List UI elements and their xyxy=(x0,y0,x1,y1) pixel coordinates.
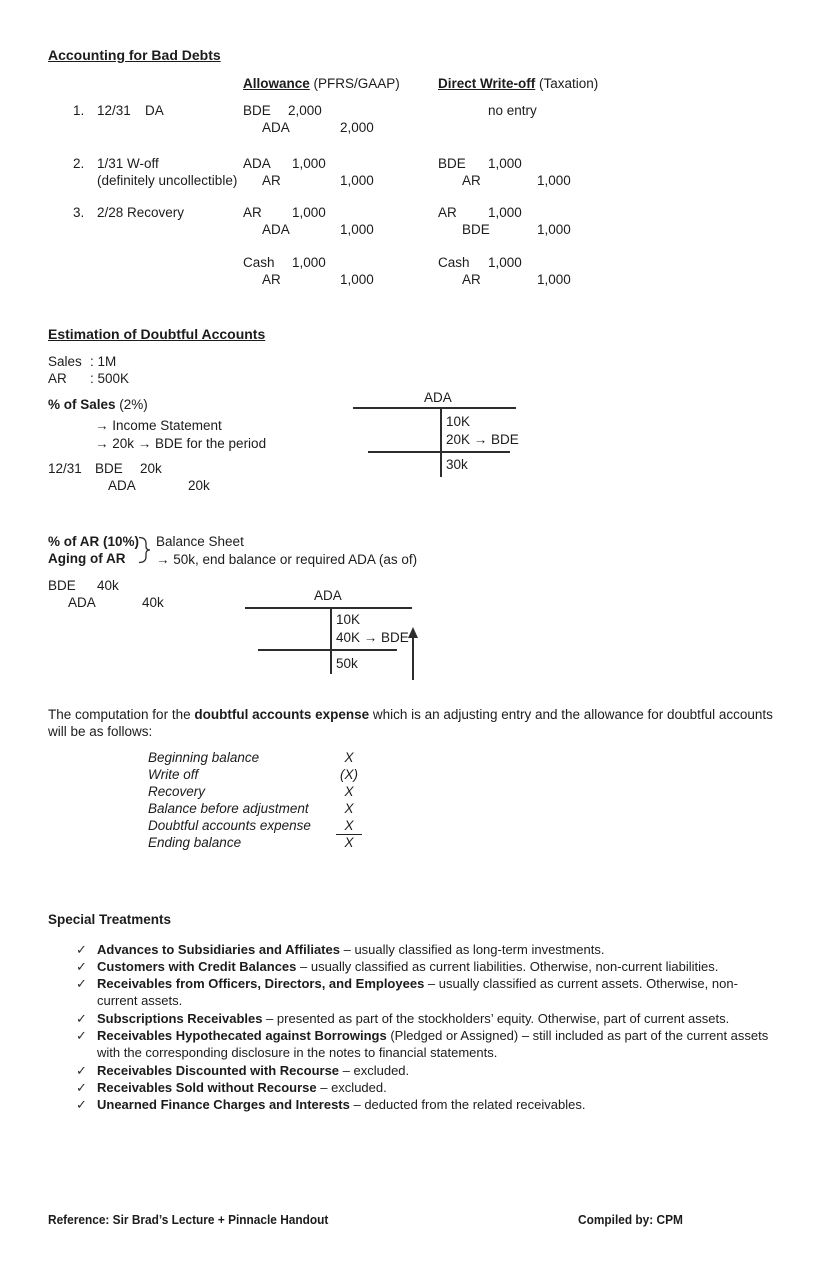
list-item-term: Unearned Finance Charges and Interests xyxy=(97,1097,350,1112)
row2-label: 1/31 W-off xyxy=(97,156,159,171)
list-item-term: Receivables Sold without Recourse xyxy=(97,1080,317,1095)
pct-of-sales-line xyxy=(48,397,148,413)
footer-reference: Reference: Sir Brad’s Lecture + Pinnacle Handout xyxy=(48,1213,329,1227)
cashrow-right-debit-amount: 1,000 xyxy=(488,255,522,270)
list-item-text xyxy=(97,1062,777,1079)
cashrow-left-credit-amount: 1,000 xyxy=(340,272,374,287)
check-icon: ✓ xyxy=(76,1028,87,1043)
row3-label: 2/28 Recovery xyxy=(97,205,185,220)
given-sales-value: : 1M xyxy=(90,354,117,369)
cashrow-right-debit-account: Cash xyxy=(438,255,470,270)
list-item-term: Receivables Discounted with Recourse xyxy=(97,1063,340,1078)
pct-of-sales-rate: (2%) xyxy=(115,397,148,412)
comp-row-value: X xyxy=(344,835,354,850)
comp-row-value: X xyxy=(344,750,354,765)
aging-entry-credit-account: ADA xyxy=(68,595,96,610)
cashrow-left-credit-account: AR xyxy=(262,272,281,287)
sales-entry-date: 12/31 xyxy=(48,461,82,476)
list-item-term: Receivables Hypothecated against Borrowings xyxy=(97,1028,387,1043)
comp-row-value: X xyxy=(344,801,354,816)
row3-right-debit-amount: 1,000 xyxy=(488,205,522,220)
row2-left-debit-account: ADA xyxy=(243,156,271,171)
computation-intro-line1 xyxy=(48,707,773,723)
up-arrow-shaft xyxy=(412,638,414,680)
list-item-text xyxy=(97,941,777,958)
aging-entry-credit-amount: 40k xyxy=(142,595,164,610)
column-header-allowance xyxy=(243,76,400,92)
cashrow-left-debit-account: Cash xyxy=(243,255,275,270)
list-item-description: – presented as part of the stockholders’ equity. Otherwise, part of current assets. xyxy=(262,1011,730,1026)
sales-entry-debit-amount: 20k xyxy=(140,461,162,476)
check-icon: ✓ xyxy=(76,959,87,974)
list-item-description: – usually classified as current assets. Otherwise, non-current assets. xyxy=(97,976,738,1008)
computation-intro-pre: The computation for the xyxy=(48,707,195,722)
list-item-text xyxy=(97,1079,777,1096)
up-arrow-icon xyxy=(408,627,418,638)
comp-row-value: X xyxy=(344,784,354,799)
row3-right-credit-account: BDE xyxy=(462,222,490,237)
pct-of-sales-title: % of Sales xyxy=(48,397,116,412)
row1-left-credit-account: ADA xyxy=(262,120,290,135)
pct-of-sales-note-1: → Income Statement xyxy=(95,418,222,433)
row1-left-debit-account: BDE xyxy=(243,103,271,118)
computation-intro-line2: will be as follows: xyxy=(48,724,153,739)
list-item-description: (Pledged or Assigned) – still included as part of the current assets with the corresponding disclosure in the notes to financial statements. xyxy=(97,1028,769,1060)
list-item xyxy=(76,1010,777,1027)
row3-left-debit-amount: 1,000 xyxy=(292,205,326,220)
list-item-description: – usually classified as current liabilities. Otherwise, non-current liabilities. xyxy=(296,959,719,974)
row2-right-debit-amount: 1,000 xyxy=(488,156,522,171)
column-header-direct-note: (Taxation) xyxy=(535,76,599,91)
list-item xyxy=(76,1079,777,1096)
row2-sublabel: (definitely uncollectible) xyxy=(97,173,238,188)
section-heading-bad-debts: Accounting for Bad Debts xyxy=(48,47,221,63)
comp-row-label: Write off xyxy=(148,767,199,782)
t-account-2-balance: 50k xyxy=(336,656,358,671)
section-heading-special-treatments: Special Treatments xyxy=(48,912,172,927)
row2-right-debit-account: BDE xyxy=(438,156,466,171)
t-account-2-credit-1: 10K xyxy=(336,612,361,627)
comp-row-value: (X) xyxy=(340,767,358,782)
footer-compiled-by: Compiled by: CPM xyxy=(578,1213,683,1227)
list-item-description: – usually classified as long-term investments. xyxy=(339,942,605,957)
check-icon: ✓ xyxy=(76,942,87,957)
given-sales-label: Sales xyxy=(48,354,82,369)
list-item-text xyxy=(97,958,777,975)
comp-row-label: Recovery xyxy=(148,784,206,799)
t-account-1-center-rule xyxy=(440,407,442,477)
row3-left-credit-amount: 1,000 xyxy=(340,222,374,237)
list-item xyxy=(76,941,777,958)
list-item-description: – excluded. xyxy=(316,1080,387,1095)
list-item xyxy=(76,1062,777,1079)
comp-row-label: Balance before adjustment xyxy=(148,801,309,816)
check-icon: ✓ xyxy=(76,976,87,991)
check-icon: ✓ xyxy=(76,1097,87,1112)
check-icon: ✓ xyxy=(76,1011,87,1026)
t-account-2-title: ADA xyxy=(314,588,342,603)
list-item-text xyxy=(97,1096,777,1113)
t-account-1-total-rule xyxy=(368,451,510,453)
row2-right-credit-account: AR xyxy=(462,173,481,188)
cashrow-right-credit-account: AR xyxy=(462,272,481,287)
t-account-2-center-rule xyxy=(330,607,332,674)
pct-of-ar-title: % of AR (10%) xyxy=(48,534,140,549)
row3-left-credit-account: ADA xyxy=(262,222,290,237)
balance-sheet-note: Balance Sheet xyxy=(156,534,244,549)
list-item xyxy=(76,1027,777,1061)
comp-row-label: Beginning balance xyxy=(148,750,260,765)
column-header-direct xyxy=(438,76,598,92)
t-account-2-top-rule xyxy=(245,607,412,609)
t-account-2-total-rule xyxy=(258,649,397,651)
comp-row-label: Ending balance xyxy=(148,835,242,850)
list-item-text xyxy=(97,1010,777,1027)
row2-left-debit-amount: 1,000 xyxy=(292,156,326,171)
t-account-2-credit-2: 40K → BDE xyxy=(336,630,409,645)
list-item-term: Advances to Subsidiaries and Affiliates xyxy=(97,942,340,957)
row3-right-debit-account: AR xyxy=(438,205,457,220)
sales-entry-credit-amount: 20k xyxy=(188,478,210,493)
row2-right-credit-amount: 1,000 xyxy=(537,173,571,188)
aging-entry-debit-amount: 40k xyxy=(97,578,119,593)
list-item-term: Subscriptions Receivables xyxy=(97,1011,263,1026)
list-item xyxy=(76,1096,777,1113)
given-ar-label: AR xyxy=(48,371,67,386)
row1-left-credit-amount: 2,000 xyxy=(340,120,374,135)
aging-of-ar-title: Aging of AR xyxy=(48,551,126,566)
sales-entry-credit-account: ADA xyxy=(108,478,136,493)
cashrow-right-credit-amount: 1,000 xyxy=(537,272,571,287)
t-account-1-credit-2: 20K → BDE xyxy=(446,432,519,447)
column-header-allowance-title: Allowance xyxy=(243,76,310,91)
row1-date: 12/31 xyxy=(97,103,131,118)
list-item xyxy=(76,975,777,1009)
sales-entry-debit-account: BDE xyxy=(95,461,123,476)
row1-left-debit-amount: 2,000 xyxy=(288,103,322,118)
list-item-text xyxy=(97,975,777,1009)
list-item xyxy=(76,958,777,975)
required-ada-note: → 50k, end balance or required ADA (as of) xyxy=(156,552,418,567)
t-account-1-balance: 30k xyxy=(446,457,468,472)
row3-right-credit-amount: 1,000 xyxy=(537,222,571,237)
given-ar-value: : 500K xyxy=(90,371,130,386)
computation-intro-post: which is an adjusting entry and the allowance for doubtful accounts xyxy=(369,707,773,722)
t-account-1-credit-1: 10K xyxy=(446,414,471,429)
computation-intro-bold: doubtful accounts expense xyxy=(194,707,370,722)
row2-left-credit-amount: 1,000 xyxy=(340,173,374,188)
t-account-1-top-rule xyxy=(353,407,516,409)
list-item-term: Receivables from Officers, Directors, and Employees xyxy=(97,976,425,991)
comp-row-value-underlined: X xyxy=(336,818,362,835)
row1-number: 1. xyxy=(73,103,85,118)
section-heading-estimation: Estimation of Doubtful Accounts xyxy=(48,326,266,342)
cashrow-left-debit-amount: 1,000 xyxy=(292,255,326,270)
check-icon: ✓ xyxy=(76,1080,87,1095)
row1-right-note: no entry xyxy=(488,103,537,118)
t-account-1-title: ADA xyxy=(424,390,452,405)
list-item-term: Customers with Credit Balances xyxy=(97,959,297,974)
comp-row-label: Doubtful accounts expense xyxy=(148,818,311,833)
column-header-direct-title: Direct Write-off xyxy=(438,76,536,91)
list-item-description: – excluded. xyxy=(339,1063,410,1078)
row3-left-debit-account: AR xyxy=(243,205,262,220)
brace-glyph xyxy=(138,536,151,564)
column-header-allowance-note: (PFRS/GAAP) xyxy=(309,76,400,91)
pct-of-sales-note-2: → 20k → BDE for the period xyxy=(95,436,267,451)
row1-label: DA xyxy=(145,103,164,118)
list-item-description: – deducted from the related receivables. xyxy=(349,1097,586,1112)
check-icon: ✓ xyxy=(76,1063,87,1078)
row2-left-credit-account: AR xyxy=(262,173,281,188)
list-item-text xyxy=(97,1027,777,1061)
aging-entry-debit-account: BDE xyxy=(48,578,76,593)
row2-number: 2. xyxy=(73,156,85,171)
row3-number: 3. xyxy=(73,205,85,220)
